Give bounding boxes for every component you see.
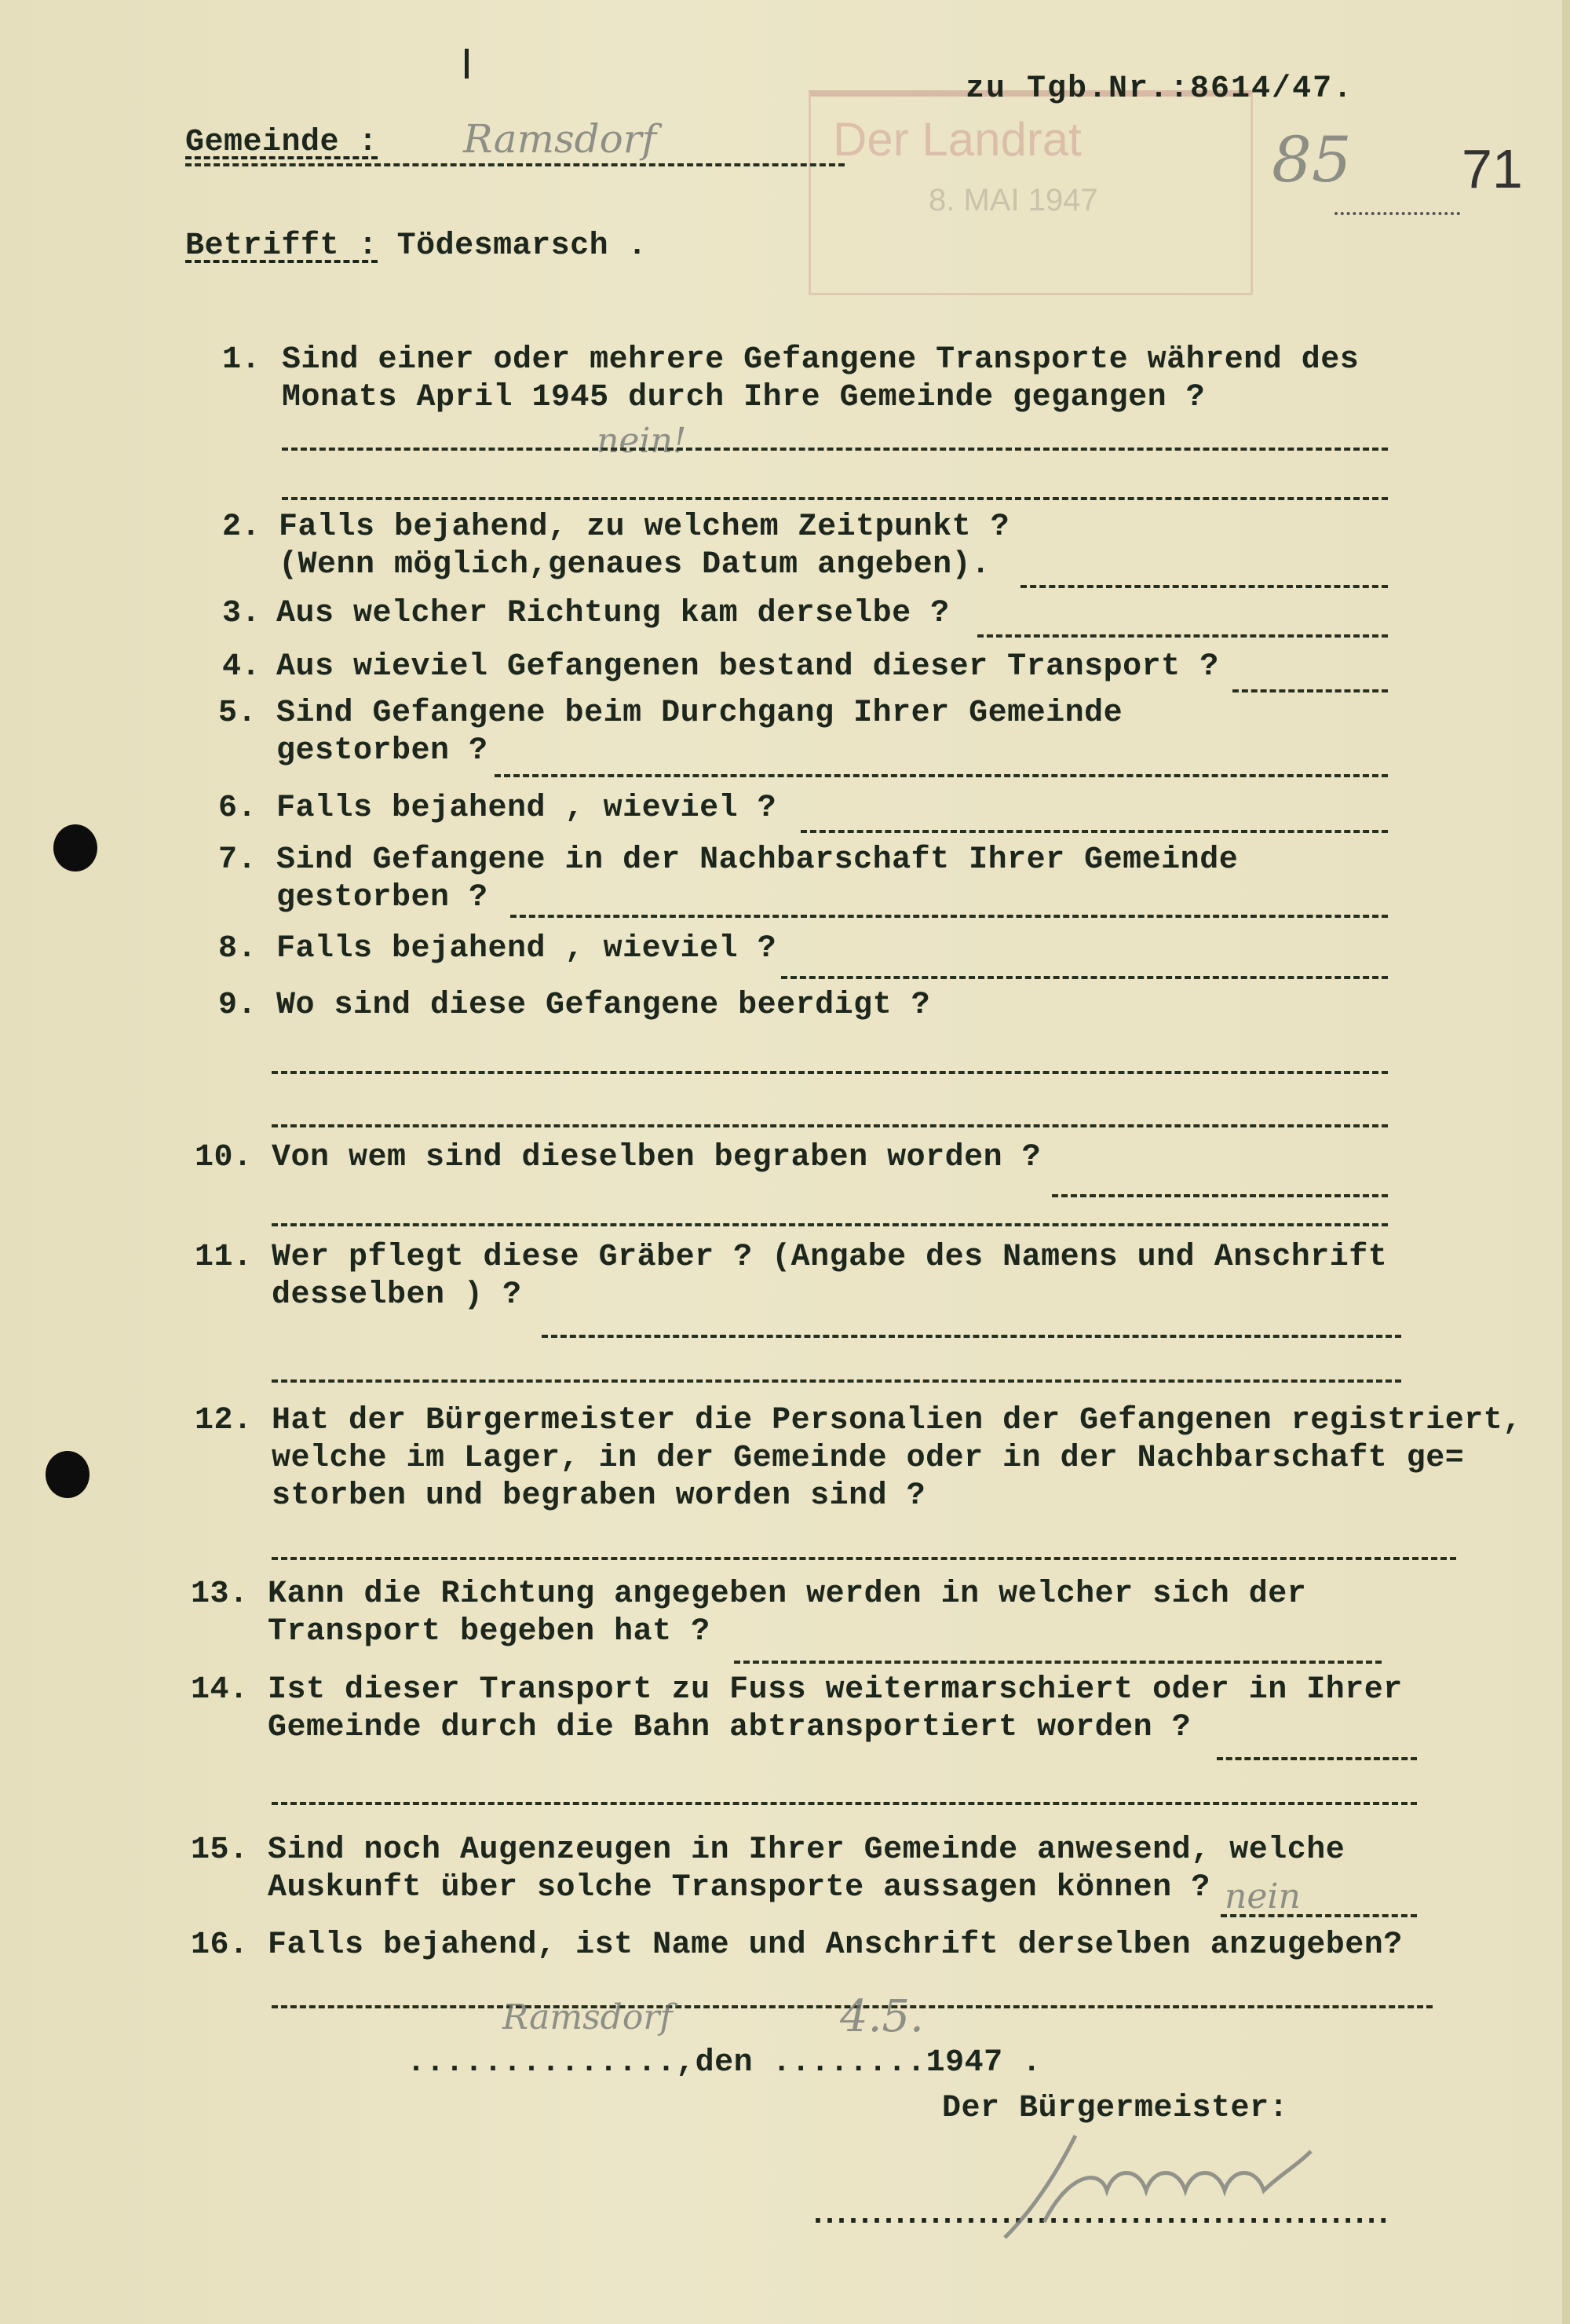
betrifft-value: Tödesmarsch . — [396, 228, 648, 264]
answer-line[interactable] — [542, 1335, 1401, 1338]
question-text: Falls bejahend , wieviel ? — [276, 791, 777, 826]
betrifft-label — [185, 229, 647, 264]
received-stamp — [809, 90, 1253, 295]
answer-line[interactable] — [734, 1661, 1382, 1664]
question-number: 6. — [218, 791, 257, 826]
question-text: gestorben ? — [276, 880, 488, 915]
answer-line[interactable] — [272, 1557, 1456, 1560]
question-number: 16. — [191, 1928, 249, 1963]
question-number: 12. — [195, 1403, 253, 1438]
question-number: 2. — [222, 510, 261, 545]
handwritten-answer: nein — [1225, 1876, 1301, 1917]
answer-line[interactable] — [272, 1124, 1388, 1127]
answer-line[interactable] — [801, 830, 1388, 833]
answer-line[interactable] — [272, 1071, 1388, 1074]
den-label: den — [695, 2045, 754, 2081]
question-text: Sind einer oder mehrere Gefangene Transporte während des — [282, 342, 1360, 378]
page-number-hand: 85 — [1272, 123, 1352, 196]
date-hand: 4.5. — [840, 1991, 924, 2042]
place-field[interactable]: .............., — [407, 2045, 696, 2081]
signatory-label: Der Bürgermeister: — [942, 2091, 1289, 2126]
answer-line[interactable] — [510, 915, 1388, 918]
answer-line[interactable] — [282, 497, 1388, 500]
question-text: Wo sind diese Gefangene beerdigt ? — [276, 988, 931, 1023]
question-text: welche im Lager, in der Gemeinde oder in der Nachbarschaft ge= — [272, 1441, 1465, 1476]
question-number: 3. — [222, 596, 261, 631]
date-field[interactable]: ........ — [772, 2045, 926, 2081]
question-number: 9. — [218, 988, 257, 1023]
question-number: 10. — [195, 1140, 253, 1175]
question-text: Sind Gefangene beim Durchgang Ihrer Gemeinde — [276, 696, 1123, 731]
question-text: Ist dieser Transport zu Fuss weitermarschiert oder in Ihrer — [268, 1672, 1403, 1708]
question-text: desselben ) ? — [272, 1277, 522, 1313]
answer-line[interactable] — [282, 448, 1388, 451]
question-number: 15. — [191, 1833, 249, 1868]
year: 1947 . — [926, 2045, 1042, 2081]
question-number: 4. — [222, 649, 261, 685]
question-text: Falls bejahend, ist Name und Anschrift derselben anzugeben? — [268, 1928, 1403, 1963]
answer-line[interactable] — [1221, 1914, 1417, 1917]
answer-line[interactable] — [272, 1379, 1401, 1383]
gemeinde-label: Gemeinde : — [185, 125, 378, 160]
date-line — [407, 2046, 1042, 2081]
question-text: Gemeinde durch die Bahn abtransportiert worden ? — [268, 1710, 1192, 1745]
answer-line[interactable] — [1217, 1757, 1417, 1760]
answer-line[interactable] — [977, 634, 1388, 638]
answer-line[interactable] — [495, 774, 1388, 777]
question-text: Falls bejahend, zu welchem Zeitpunkt ? — [279, 510, 1010, 545]
question-text: Falls bejahend , wieviel ? — [276, 931, 777, 967]
question-text: gestorben ? — [276, 733, 488, 769]
punch-hole — [53, 824, 97, 872]
question-text: (Wenn möglich,genaues Datum angeben). — [279, 547, 991, 583]
question-number: 11. — [195, 1240, 253, 1275]
question-text: Hat der Bürgermeister die Personalien der Gefangenen registriert, — [272, 1403, 1522, 1438]
question-text: Sind Gefangene in der Nachbarschaft Ihrer Gemeinde — [276, 842, 1239, 878]
question-text: Kann die Richtung angegeben werden in welcher sich der — [268, 1577, 1307, 1612]
answer-line[interactable] — [1020, 585, 1388, 588]
page-number-dots — [1334, 212, 1460, 215]
margin-mark — [465, 49, 469, 79]
signature — [989, 2120, 1366, 2245]
answer-line[interactable] — [1052, 1194, 1388, 1197]
question-number: 7. — [218, 842, 257, 878]
question-text: Sind noch Augenzeugen in Ihrer Gemeinde anwesend, welche — [268, 1833, 1345, 1868]
reference-number: zu Tgb.Nr.:8614/47. — [966, 71, 1354, 107]
punch-hole — [46, 1451, 89, 1498]
question-number: 14. — [191, 1672, 249, 1708]
question-text: Aus wieviel Gefangenen bestand dieser Transport ? — [276, 649, 1219, 685]
question-number: 8. — [218, 931, 257, 967]
betrifft-label-text: Betrifft : — [185, 228, 378, 264]
question-text: storben und begraben worden sind ? — [272, 1478, 926, 1514]
page-number: 71 — [1462, 138, 1523, 199]
question-number: 13. — [191, 1577, 249, 1612]
place-hand: Ramsdorf — [502, 1997, 673, 2037]
gemeinde-value: Ramsdorf — [463, 116, 657, 162]
question-text: Aus welcher Richtung kam derselbe ? — [276, 596, 950, 631]
answer-line[interactable] — [1232, 689, 1388, 692]
answer-line[interactable] — [272, 1223, 1388, 1226]
handwritten-answer: nein! — [597, 421, 687, 461]
question-text: Transport begeben hat ? — [268, 1614, 710, 1650]
signature-field[interactable]: ................................................. — [809, 2198, 1386, 2233]
question-number: 1. — [222, 342, 261, 378]
stamp-title: Der Landrat — [833, 113, 1082, 166]
answer-line[interactable] — [272, 1802, 1417, 1805]
question-number: 5. — [218, 696, 257, 731]
answer-line[interactable] — [781, 976, 1388, 979]
stamp-date: 8. MAI 1947 — [929, 183, 1098, 217]
gemeinde-line — [185, 163, 845, 166]
question-text: Wer pflegt diese Gräber ? (Angabe des Namens und Anschrift — [272, 1240, 1388, 1275]
question-text: Von wem sind dieselben begraben worden ? — [272, 1140, 1042, 1175]
question-text: Monats April 1945 durch Ihre Gemeinde gegangen ? — [282, 380, 1206, 415]
question-text: Auskunft über solche Transporte aussagen können ? — [268, 1870, 1210, 1906]
